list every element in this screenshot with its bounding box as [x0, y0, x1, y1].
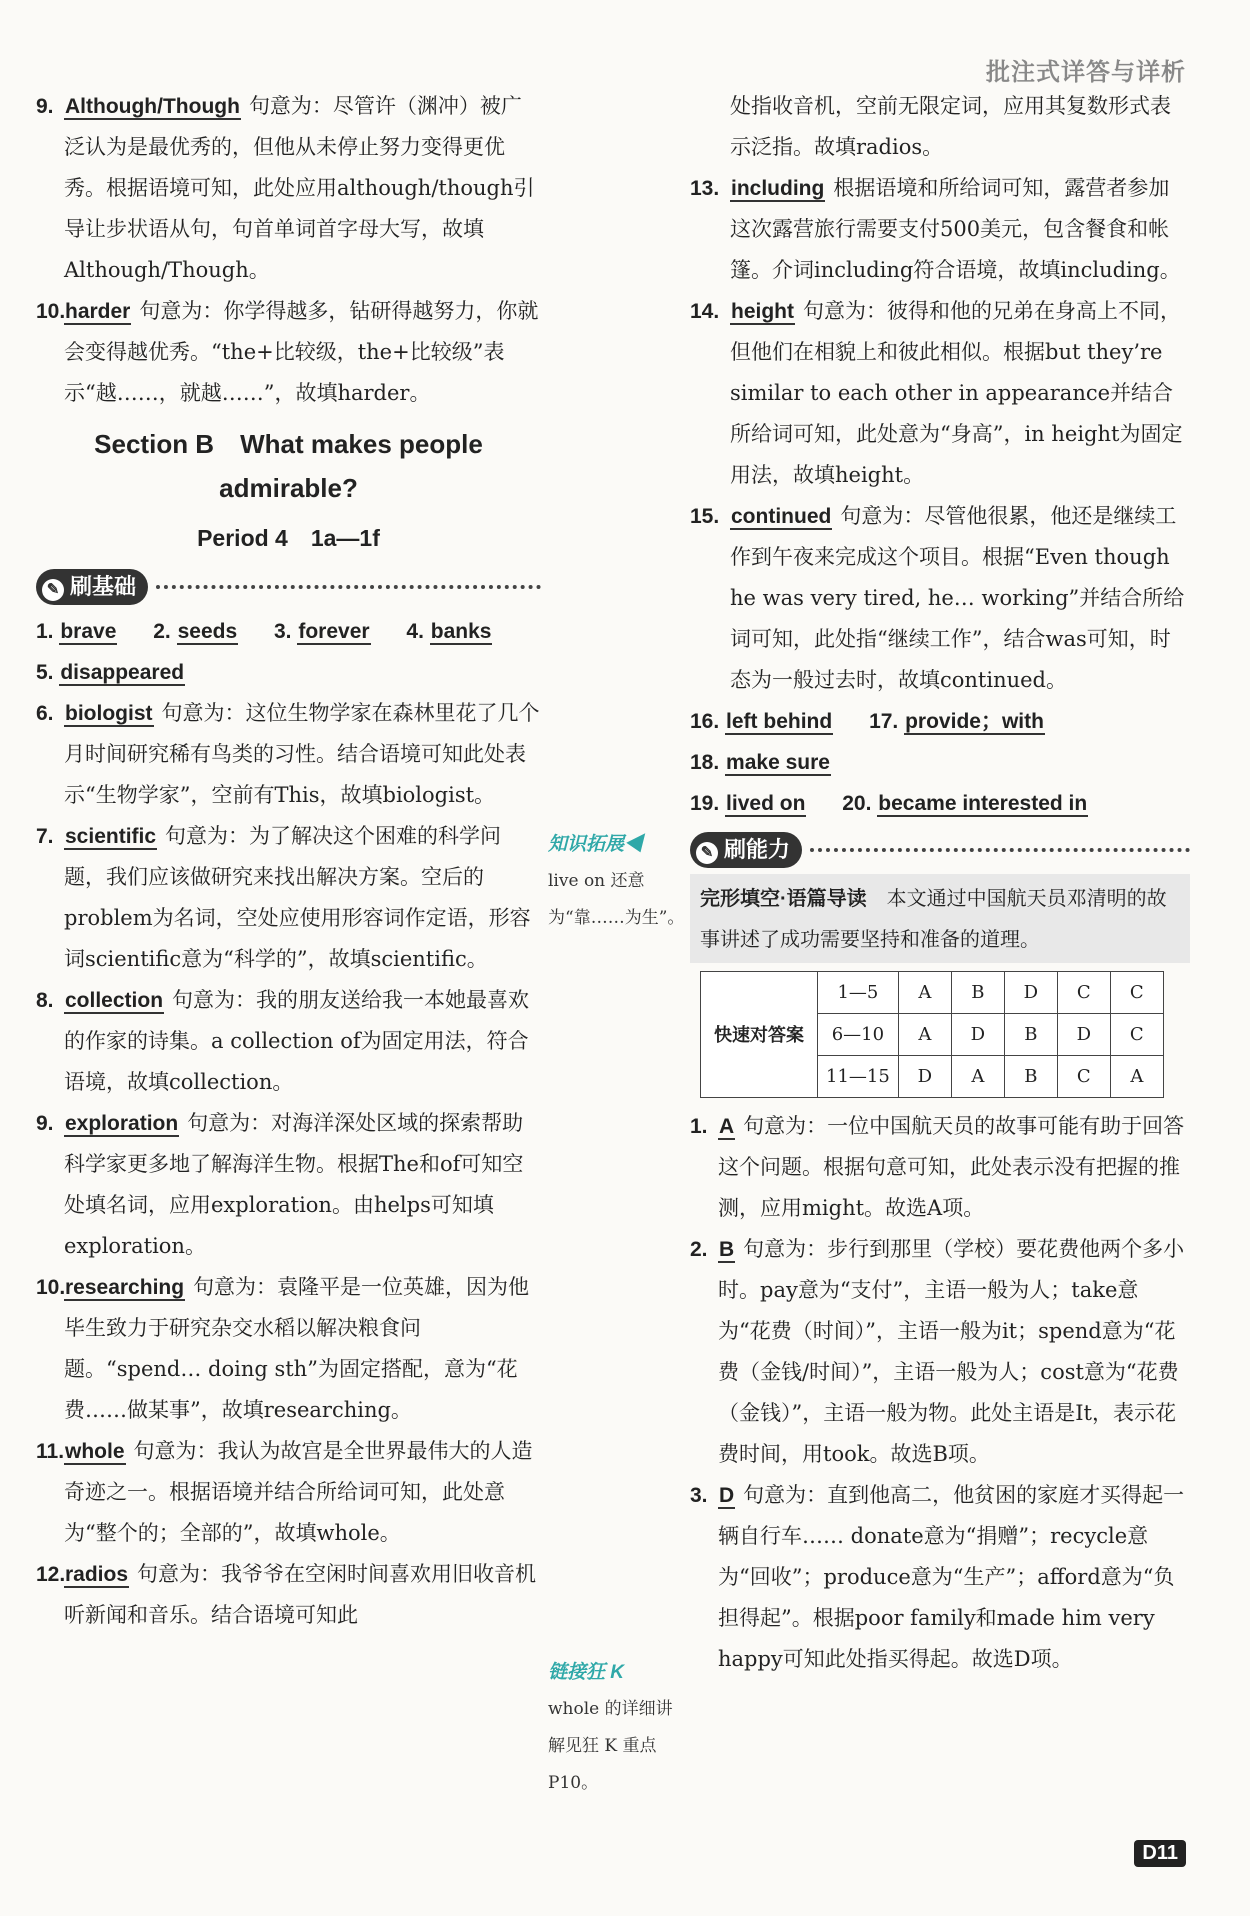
answer-row: 16. left behind 17. provide；with — [690, 710, 1044, 733]
answer-item: 15. continued 句意为：尽管他很累，他还是继续工作到午夜来完成这个项目。根据“Even though he was very tired, he… working”并结合所给词可知，此处指“继续工作”，结合was可知，时态为一般过去时，故填continued。 — [690, 504, 1185, 692]
brush-icon: ✎ — [696, 842, 718, 864]
answer-item: 12. radios 句意为：我爷爷在空闲时间喜欢用旧收音机听新闻和音乐。结合语境可知此 — [36, 1562, 537, 1627]
answer-item: 8. collection 句意为：我的朋友送给我一本她最喜欢的作家的诗集。a collection of为固定用法，符合语境，故填collection。 — [36, 988, 530, 1094]
link-box-title: 链接狂 K — [548, 1662, 625, 1683]
answer-item: 9. Although/Though 句意为：尽管许（渊冲）被广泛认为是最优秀的，但他从未停止努力变得更优秀。根据语境可知，此处应用although/though引导让步状语从句，句首单词首字母大写，故填Although/Though。 — [36, 94, 535, 282]
answer-row: 1. brave 2. seeds 3. forever 4. banks — [36, 620, 492, 643]
knowledge-expand-text: live on 还意为“靠……为生”。 — [548, 871, 685, 928]
answer-item: 1. A 句意为：一位中国航天员的故事可能有助于回答这个问题。根据句意可知，此处表示没有把握的推测，应用might。故选A项。 — [690, 1114, 1185, 1220]
answer-item: 9. exploration 句意为：对海洋深处区域的探索帮助科学家更多地了解海洋生物。根据The和of可知空处填名词，应用exploration。由helps可知填exploration。 — [36, 1111, 524, 1258]
continued-text: 处指收音机，空前无限定词，应用其复数形式表示泛指。故填radios。 — [730, 94, 1171, 159]
answer-row: 18. make sure — [690, 751, 830, 774]
basic-badge: ✎ 刷基础 — [36, 569, 541, 605]
answer-row: 5. disappeared — [36, 661, 185, 684]
knowledge-expand-box — [548, 826, 686, 937]
table-label: 快速对答案 — [701, 972, 818, 1098]
answer-item: 11. whole 句意为：我认为故宫是全世界最伟大的人造奇迹之一。根据语境并结合所给词可知，此处意为“整个的；全部的”，故填whole。 — [36, 1439, 533, 1545]
answer-item: 7. scientific 句意为：为了解决这个困难的科学问题，我们应该做研究来找出解决方案。空后的problem为名词，空处应使用形容词作定语，形容词scientific意为“科学的”，故填scientific。 — [36, 824, 531, 971]
answer-item: 13. including 根据语境和所给词可知，露营者参加这次露营旅行需要支付500美元，包含餐食和帐篷。介词including符合语境，故填including。 — [690, 176, 1181, 282]
knowledge-expand-title: 知识拓展◀ — [548, 834, 644, 855]
page-number: D11 — [1134, 1840, 1186, 1867]
left-column — [36, 86, 541, 1636]
period-title: Period 4 1a—1f — [197, 525, 380, 551]
page-header-title: 批注式详答与详析 — [986, 59, 1186, 86]
answer-item: 6. biologist 句意为：这位生物学家在森林里花了几个月时间研究稀有鸟类的习性。结合语境可知此处表示“生物学家”，空前有This，故填biologist。 — [36, 701, 540, 807]
section-title: Section B What makes people admirable? — [94, 429, 483, 503]
ability-badge: ✎ 刷能力 — [690, 832, 1190, 868]
brush-icon: ✎ — [42, 579, 64, 601]
link-box — [548, 1654, 686, 1802]
link-box-text: whole 的详细讲解见狂 K 重点 P10。 — [548, 1699, 673, 1793]
answer-item: 14. height 句意为：彼得和他的兄弟在身高上不同，但他们在相貌上和彼此相似。根据but they’re similar to each other in appearance并结合所给词可知，此处意为“身高”，in height为固定用法，故填height。 — [690, 299, 1183, 487]
right-column — [690, 86, 1190, 1680]
reading-guide: 完形填空·语篇导读 本文通过中国航天员邓清明的故事讲述了成功需要坚持和准备的道理。 — [690, 874, 1190, 963]
answer-item: 2. B 句意为：步行到那里（学校）要花费他两个多小时。pay意为“支付”，主语一般为人；take意为“花费（时间）”，主语一般为it；spend意为“花费（金钱/时间）”，主语一般为人；cost意为“花费（金钱）”，主语一般为物。此处主语是It，表示花费时间，用took。故选B项。 — [690, 1237, 1185, 1466]
answer-item: 10. researching 句意为：袁隆平是一位英雄，因为他毕生致力于研究杂交水稻以解决粮食问题。“spend… doing sth”为固定搭配，意为“花费……做某事”，故填researching。 — [36, 1275, 530, 1422]
quick-answer-table: 快速对答案 1—5 A B D C C 6—10 A D B D C 11—15 D A B C A — [700, 971, 1164, 1098]
answer-item: 3. D 句意为：直到他高二，他贫困的家庭才买得起一辆自行车…… donate意为“捐赠”；recycle意为“回收”；produce意为“生产”；afford意为“负担得起”。根据poor family和made him very happy可知此处指买得起。故选D项。 — [690, 1483, 1185, 1671]
answer-row: 19. lived on 20. became interested in — [690, 792, 1088, 815]
answer-item: 10. harder 句意为：你学得越多，钻研得越努力，你就会变得越优秀。“the+比较级，the+比较级”表示“越……，就越……”，故填harder。 — [36, 299, 539, 405]
